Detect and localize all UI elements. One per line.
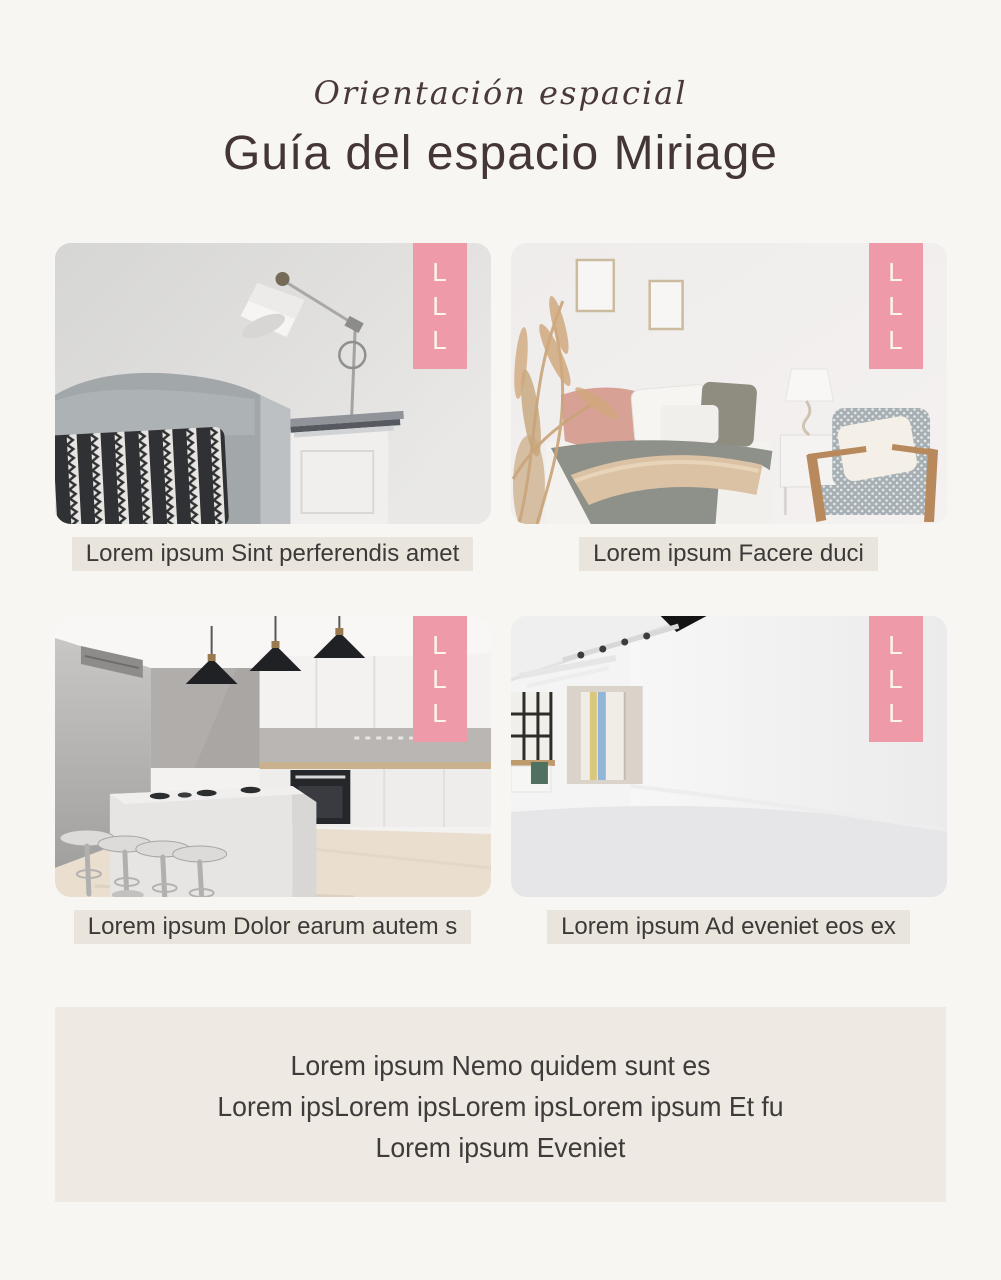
card-bedroom: [511, 243, 947, 572]
badge-letter: L: [432, 697, 447, 728]
badge-letter: L: [888, 629, 903, 660]
badge-letter: L: [432, 324, 447, 355]
caption-highlight: Lorem ipsum Ad eveniet eos ex: [547, 910, 910, 944]
eyebrow-script-text: Orientación espacial: [313, 74, 688, 112]
photo-grid: [55, 243, 947, 989]
badge-letter: L: [432, 629, 447, 660]
card-living-room: [55, 243, 491, 572]
studio-photo: [511, 616, 947, 897]
footer-note-block: [55, 1007, 946, 1202]
page-title: Guía del espacio Miriage: [223, 127, 778, 180]
footer-line: Lorem ipsLorem ipsLorem ipsLorem ipsum Et fu: [217, 1090, 784, 1122]
badge-letter: L: [432, 290, 447, 321]
badge-letter: L: [432, 256, 447, 287]
nightstand-shape: [285, 411, 404, 524]
card-caption: [511, 537, 947, 572]
wall-frame-shape: [649, 281, 682, 329]
badge-letter: L: [432, 663, 447, 694]
pink-label-badge: [413, 616, 467, 742]
bed-shape: [545, 381, 771, 524]
card-studio: [511, 616, 947, 945]
sofa-shape: [55, 373, 290, 524]
badge-letter: L: [888, 663, 903, 694]
green-box-shape: [530, 762, 547, 784]
wall-frame-shape: [576, 260, 613, 311]
doorway-shape: [566, 686, 642, 784]
caption-highlight: Lorem ipsum Sint perferendis amet: [72, 537, 474, 571]
footer-line: Lorem ipsum Nemo quidem sunt es: [290, 1049, 711, 1081]
badge-letter: L: [888, 697, 903, 728]
badge-letter: L: [888, 256, 903, 287]
card-caption: [511, 910, 947, 945]
card-caption: [55, 537, 491, 572]
kitchen-photo: [55, 616, 491, 897]
bedroom-photo: [511, 243, 947, 524]
badge-letter: L: [888, 290, 903, 321]
window-shape: [511, 692, 555, 766]
pink-label-badge: [869, 243, 923, 369]
badge-letter: L: [888, 324, 903, 355]
footer-line: Lorem ipsum Eveniet: [375, 1131, 626, 1163]
pink-label-badge: [869, 616, 923, 742]
pink-label-badge: [413, 243, 467, 369]
card-kitchen: [55, 616, 491, 945]
caption-highlight: Lorem ipsum Dolor earum autem s: [74, 910, 471, 944]
living-room-photo: [55, 243, 491, 524]
caption-highlight: Lorem ipsum Facere duci: [579, 537, 878, 571]
page-header: [0, 0, 1001, 181]
card-caption: [55, 910, 491, 945]
